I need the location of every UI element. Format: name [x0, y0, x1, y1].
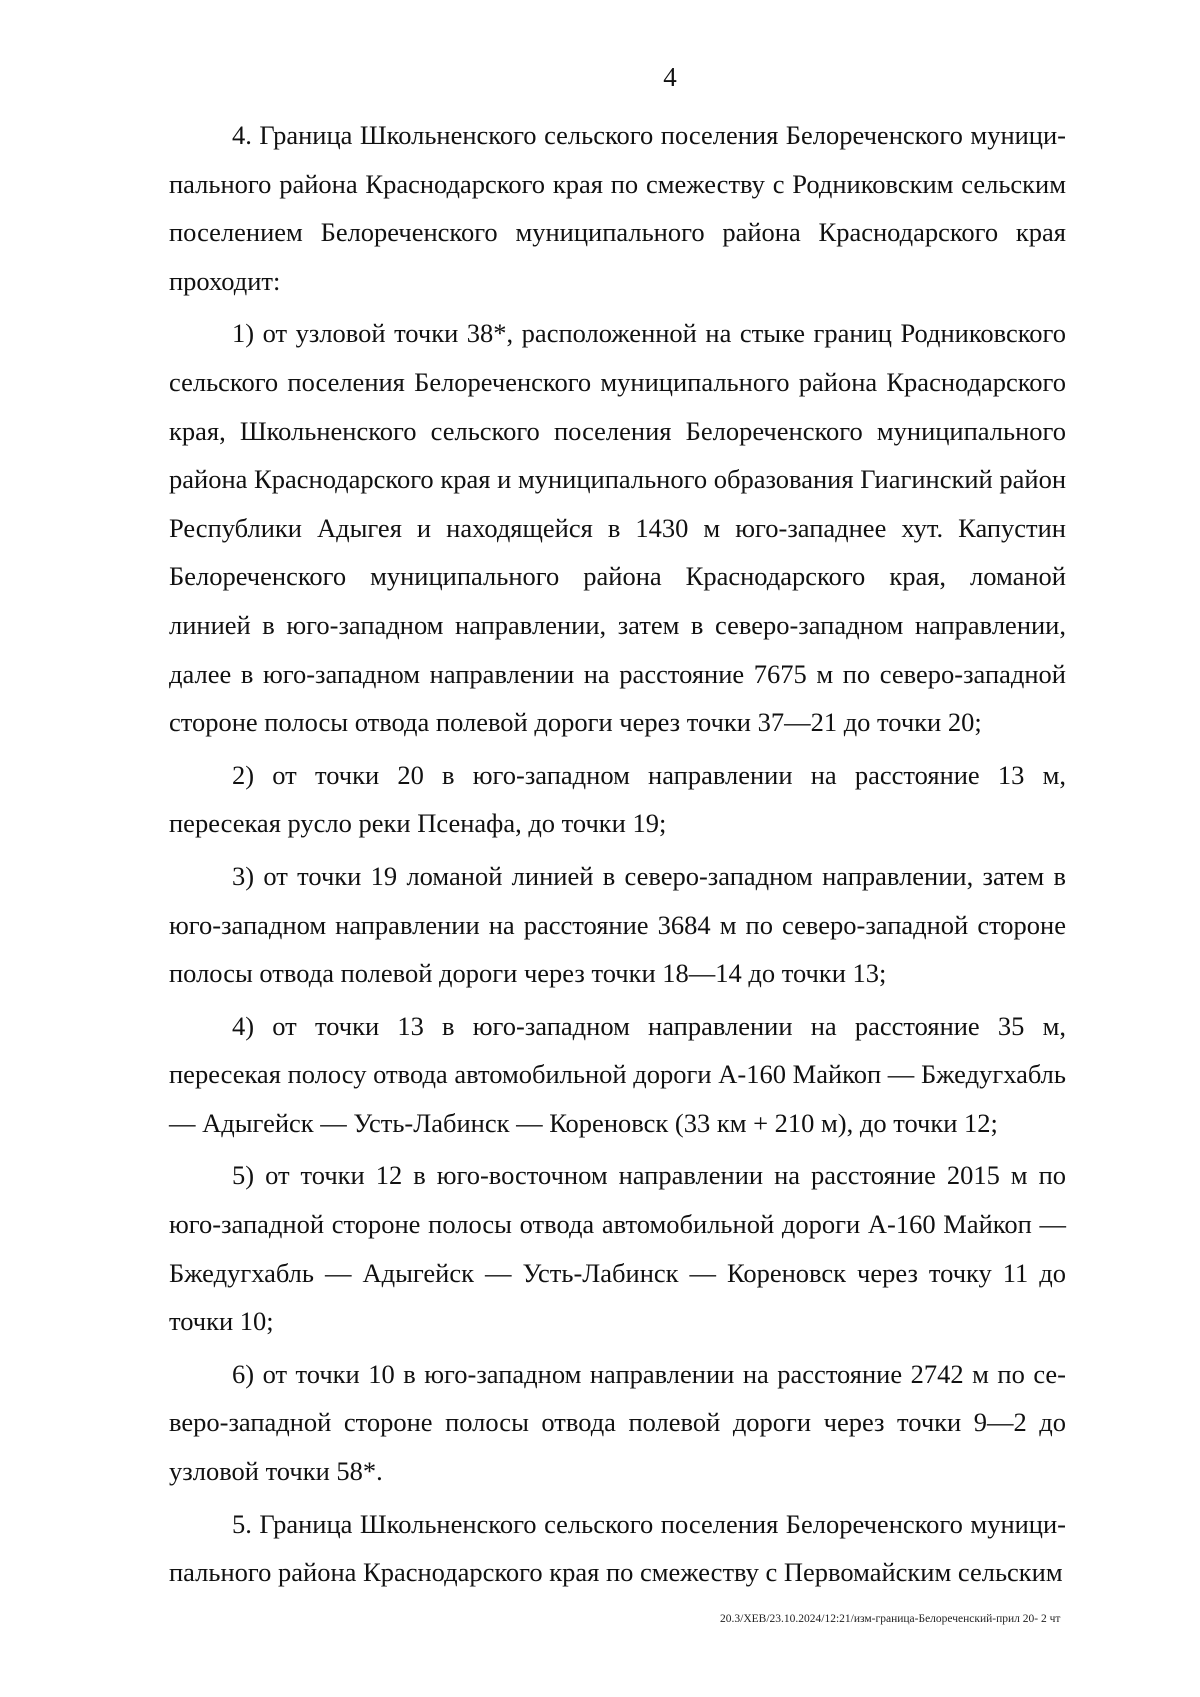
page-number: 4 — [663, 62, 677, 92]
paragraph-item-2: 2) от точки 20 в юго-западном направлении на расстояние 13 м, пересекая русло реки Псенафа, до точки 19; — [169, 759, 1066, 839]
paragraph-item-4: 4) от точки 13 в юго-западном направлении на расстояние 35 м, пересекая полосу отвода автомобильной дороги А-160 Майкоп — Бжедугхабль — Адыгейск — Усть-Лабинск — Кореновск (33 км + 210 м), до точки 12; — [169, 1010, 1066, 1138]
paragraph-item-3: 3) от точки 19 ломаной линией в северо-западном направлении, затем в юго-западном направлении на расстояние 3684 м по северо-западной стороне полосы отвода полевой дороги через точки 18—14 до точки 13; — [169, 860, 1066, 989]
paragraph-section-4-intro: 4. Граница Школьненского сельского поселения Белореченского муниципального района Краснодарского края по смежеству с Родниковским сельским поселением Белореченского муниципального района Краснодарского края проходит: — [169, 120, 1066, 296]
document-body — [169, 111, 1066, 1601]
paragraph-section-5-intro: 5. Граница Школьненского сельского поселения Белореченского муниципального района Краснодарского края по смежеству с Первомайским сельским — [169, 1508, 1066, 1588]
footer-file-code: 20.3/ХЕВ/23.10.2024/12:21/изм-граница-Белореченский-прил 20- 2 чт — [720, 1613, 1061, 1625]
paragraph-item-6: 6) от точки 10 в юго-западном направлении на расстояние 2742 м по северо-западной стороне полосы отвода полевой дороги через точки 9—2 до узловой точки 58*. — [169, 1358, 1066, 1487]
paragraph-item-5: 5) от точки 12 в юго-восточном направлении на расстояние 2015 м по юго-западной стороне полосы отвода автомобильной дороги А-160 Майкоп — Бжедугхабль — Адыгейск — Усть-Лабинск — Кореновск через точку 11 до точки 10; — [169, 1160, 1066, 1337]
paragraph-item-1: 1) от узловой точки 38*, расположенной на стыке границ Родниковского сельского поселения Белореченского муниципального района Краснодарского края, Школьненского сельского поселения Белореченского муниципального района Краснодарского края и муниципального образования Гиагинский район Республики Адыгея и находящейся в 1430 м юго-западнее хут. Капустин Белореченского муниципального района Краснодарского края, ломаной линией в юго-западном направлении, затем в северо-западном направлении, далее в юго-западном направлении на расстояние 7675 м по северо-западной стороне полосы отвода полевой дороги через точки 37—21 до точки 20; — [169, 318, 1066, 738]
